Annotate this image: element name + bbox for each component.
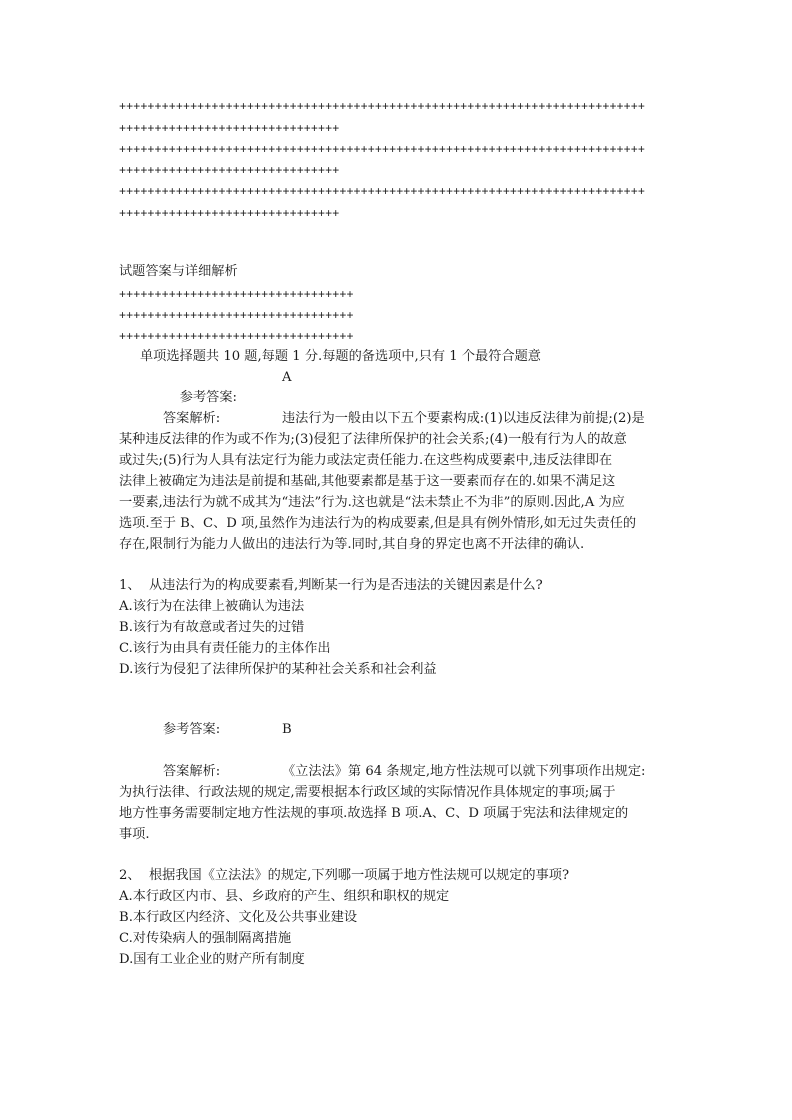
section-title: 试题答案与详细解析	[119, 264, 238, 279]
q2-option-c: C.对传染病人的强制隔离措施	[119, 931, 292, 946]
q2-analysis-line: 为执行法律、行政法规的规定,需要根据本行政区域的实际情况作具体规定的事项;属于	[119, 785, 616, 800]
q2-option-d: D.国有工业企业的财产所有制度	[119, 952, 305, 967]
q1-option-c: C.该行为由具有责任能力的主体作出	[119, 641, 331, 656]
q1-analysis-line: 法律上被确定为违法是前提和基础,其他要素都是基于这一要素而存在的.如果不满足这	[119, 474, 616, 489]
q1-answer-value: A	[282, 370, 292, 385]
plus-separator: +++++++++++++++++++++++++++++++	[119, 121, 340, 135]
q1-analysis-first-line: 违法行为一般由以下五个要素构成:(1)以违反法律为前提;(2)是	[282, 411, 645, 426]
q1-analysis-line: 选项.至于 B、C、D 项,虽然作为违法行为的构成要素,但是具有例外情形,如无过失责任的	[119, 516, 637, 531]
q1-question: 1、 从违法行为的构成要素看,判断某一行为是否违法的关键因素是什么?	[119, 578, 543, 593]
ref-label: 参考答案:	[179, 390, 237, 405]
ref-label: 参考答案:	[163, 722, 221, 737]
plus-separator: +++++++++++++++++++++++++++++++	[119, 206, 340, 220]
q2-question: 2、 根据我国《立法法》的规定,下列哪一项属于地方性法规可以规定的事项?	[119, 868, 570, 883]
plus-separator: ++++++++++++++++++++++++++++++++++++++++++++++++++++++++++++++++++++++++++	[119, 184, 645, 198]
q2-analysis-line: 事项.	[119, 827, 150, 842]
plus-separator: +++++++++++++++++++++++++++++++++	[119, 287, 354, 301]
plus-separator: ++++++++++++++++++++++++++++++++++++++++++++++++++++++++++++++++++++++++++	[119, 142, 645, 156]
plus-separator: +++++++++++++++++++++++++++++++++	[119, 308, 354, 322]
analysis-label: 答案解析:	[163, 764, 221, 779]
q2-answer-value: B	[282, 722, 292, 737]
q1-analysis-line: 存在,限制行为能力人做出的违法行为等.同时,其自身的界定也离不开法律的确认.	[119, 537, 585, 552]
q1-analysis-line: 一要素,违法行为就不成其为“违法”行为.这也就是“法未禁止不为非”的原则.因此,A 为应	[119, 495, 625, 510]
q2-analysis-line: 地方性事务需要制定地方性法规的事项.故选择 B 项.A、C、D 项属于宪法和法律规定的	[119, 806, 629, 821]
q1-option-a: A.该行为在法律上被确认为违法	[119, 599, 305, 614]
plus-separator: ++++++++++++++++++++++++++++++++++++++++++++++++++++++++++++++++++++++++++	[119, 99, 645, 113]
analysis-label: 答案解析:	[163, 411, 221, 426]
q1-option-b: B.该行为有故意或者过失的过错	[119, 620, 305, 635]
plus-separator: +++++++++++++++++++++++++++++++	[119, 163, 340, 177]
q2-analysis-first-line: 《立法法》第 64 条规定,地方性法规可以就下列事项作出规定:	[282, 764, 646, 779]
q1-analysis-line: 某种违反法律的作为或不作为;(3)侵犯了法律所保护的社会关系;(4)一般有行为人的故意	[119, 432, 627, 447]
q1-analysis-line: 或过失;(5)行为人具有法定行为能力或法定责任能力.在这些构成要素中,违反法律即在	[119, 453, 613, 468]
plus-separator: +++++++++++++++++++++++++++++++++	[119, 329, 354, 343]
q2-option-b: B.本行政区内经济、文化及公共事业建设	[119, 910, 358, 925]
q1-option-d: D.该行为侵犯了法律所保护的某种社会关系和社会利益	[119, 662, 437, 677]
q2-option-a: A.本行政区内市、县、乡政府的产生、组织和职权的规定	[119, 889, 450, 904]
section-intro: 单项选择题共 10 题,每题 1 分.每题的备选项中,只有 1 个最符合题意	[140, 349, 541, 364]
